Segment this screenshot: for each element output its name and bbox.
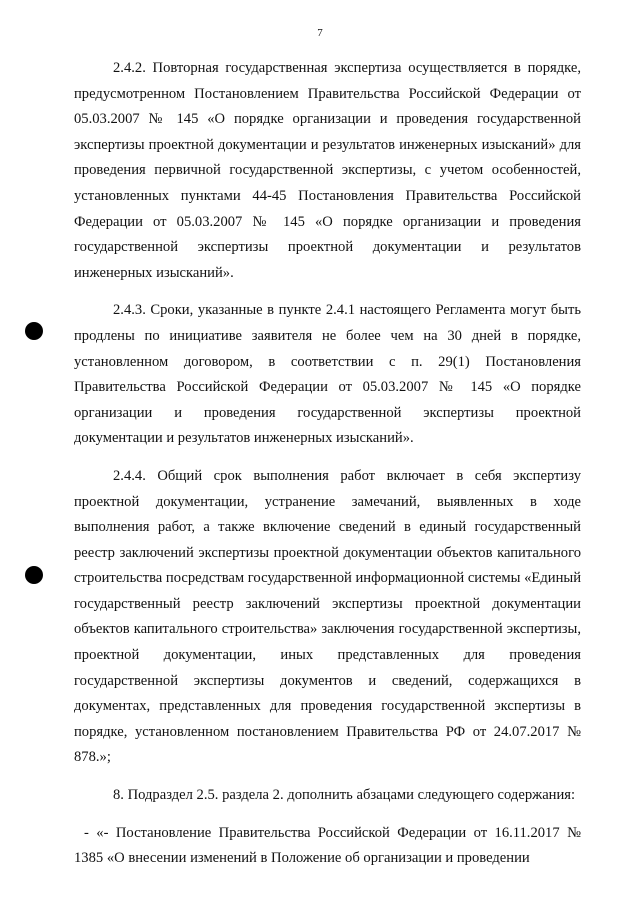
paragraph-2-4-3: 2.4.3. Сроки, указанные в пункте 2.4.1 настоящего Регламента могут быть продлены по инициативе заявителя не более чем на 30 дней в порядке, установленном договором, в соответствии с п. 29(1) Постановления Правительства Российской Федерации от 05.03.2007 № 145 «О порядке организации и проведения государственной экспертизы проектной документации и результатов инженерных изысканий». [74,302,581,447]
page-number: 7 [317,27,323,39]
punch-hole-bottom [25,566,43,584]
paragraph-list-item: - «- Постановление Правительства Российской Федерации от 16.11.2017 № 1385 «О внесении изменений в Положение об организации и проведении [74,824,581,867]
punch-hole-top [25,322,43,340]
document-body [74,56,581,884]
paragraph-2-4-4: 2.4.4. Общий срок выполнения работ включает в себя экспертизу проектной документации, устранение замечаний, выявленных в ходе выполнения работ, а также включение сведений в единый государственный реестр заключений экспертизы проектной документации объектов капитального строительства посредствам государственной информационной системы «Единый государственный реестр заключений экспертизы проектной документации объектов капитального строительства» заключения государственной экспертизы, проектной документации, иных представленных для проведения государственной экспертизы документов и сведений, содержащихся в документах, представленных для проведения государственной экспертизы в порядке, установленном постановлением Правительства РФ от 24.07.2017 № 878.»; [74,467,581,766]
paragraph-2-4-2: 2.4.2. Повторная государственная экспертиза осуществляется в порядке, предусмотренном Постановлением Правительства Российской Федерации от 05.03.2007 № 145 «О порядке организации и проведения государственной экспертизы проектной документации и результатов инженерных изысканий» для проведения первичной государственной экспертизы, с учетом особенностей, установленных пунктами 44-45 Постановления Правительства Российской Федерации от 05.03.2007 № 145 «О порядке организации и проведения государственной экспертизы проектной документации и результатов инженерных изысканий». [74,60,581,281]
paragraph-item-8: 8. Подраздел 2.5. раздела 2. дополнить абзацами следующего содержания: [113,787,576,804]
